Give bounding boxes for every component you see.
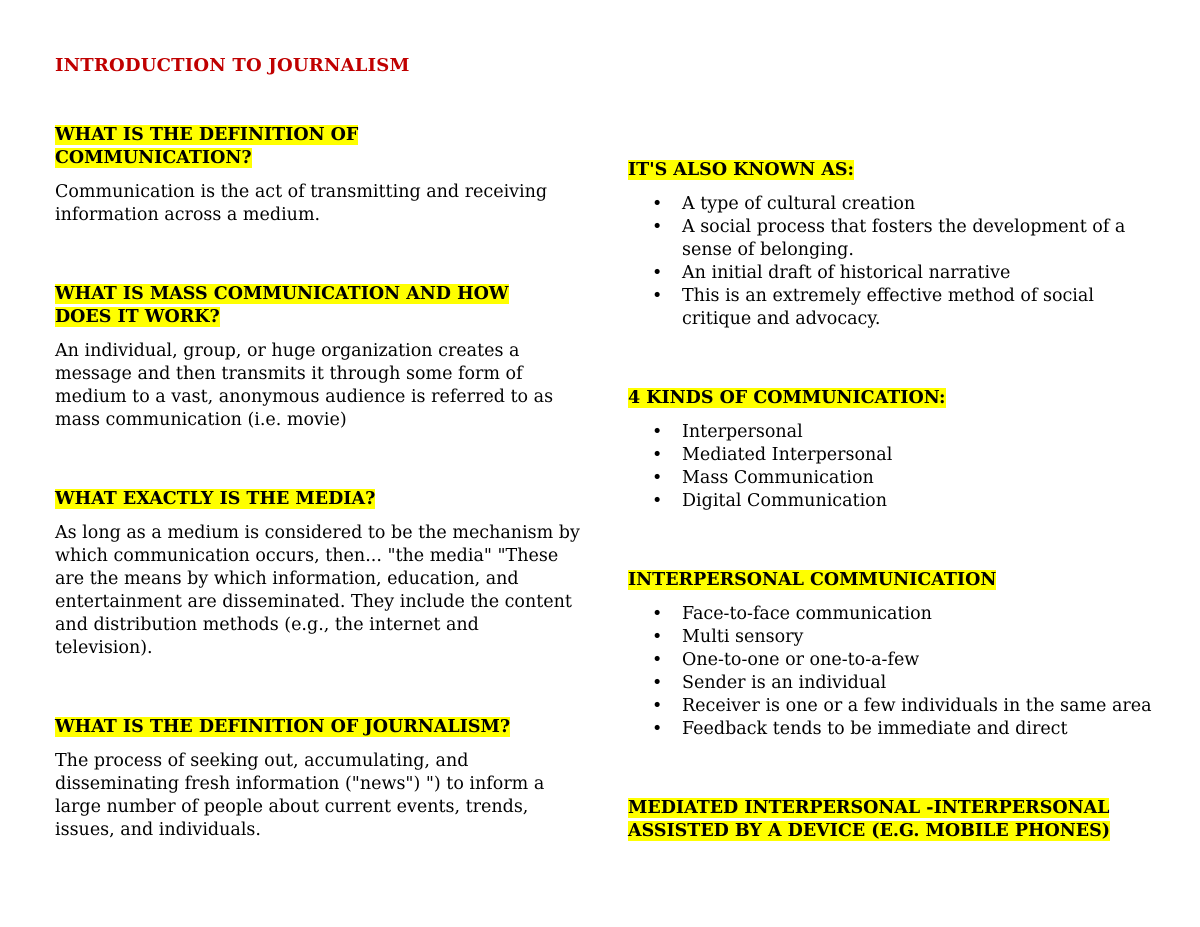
list-item-text: Mass Communication xyxy=(682,468,874,488)
list-item xyxy=(628,490,1153,513)
bullet-icon: • xyxy=(652,286,663,306)
list-item-text: Mediated Interpersonal xyxy=(682,445,893,465)
bullet-icon: • xyxy=(652,263,663,283)
bullet-icon: • xyxy=(652,719,663,739)
list-item xyxy=(628,216,1153,262)
section-also-known-as xyxy=(628,159,1153,331)
section-body: An individual, group, or huge organization creates a message and then transmits it through some form of medium to a vast, anonymous audience is referred to as mass communication (i.e. movie) xyxy=(55,341,554,430)
bullet-list xyxy=(628,603,1153,741)
heading-line: ASSISTED BY A DEVICE (E.G. MOBILE PHONES) xyxy=(628,821,1111,841)
list-item-text: A social process that fosters the development of a sense of belonging. xyxy=(682,217,1126,260)
list-item-text: Multi sensory xyxy=(682,627,804,647)
list-item xyxy=(628,626,1153,649)
document-title: INTRODUCTION TO JOURNALISM xyxy=(55,55,410,76)
heading-line: IT'S ALSO KNOWN AS: xyxy=(628,160,855,180)
heading-line: INTERPERSONAL COMMUNICATION xyxy=(628,570,997,590)
heading-line: WHAT IS MASS COMMUNICATION AND HOW xyxy=(55,284,509,304)
list-item-text: Interpersonal xyxy=(682,422,803,442)
bullet-icon: • xyxy=(652,194,663,214)
list-item xyxy=(628,421,1153,444)
list-item xyxy=(628,444,1153,467)
list-item-text: Receiver is one or a few individuals in the same area xyxy=(682,696,1152,716)
bullet-icon: • xyxy=(652,650,663,670)
section-mass-communication xyxy=(55,283,580,432)
heading-line: WHAT IS THE DEFINITION OF xyxy=(55,125,359,145)
section-heading xyxy=(628,159,1153,182)
section-interpersonal-communication xyxy=(628,569,1153,741)
list-item-text: Sender is an individual xyxy=(682,673,887,693)
section-heading xyxy=(628,387,1153,410)
bullet-icon: • xyxy=(652,673,663,693)
section-heading xyxy=(628,797,1153,843)
heading-line: WHAT IS THE DEFINITION OF JOURNALISM? xyxy=(55,717,511,737)
heading-line: DOES IT WORK? xyxy=(55,307,220,327)
bullet-icon: • xyxy=(652,627,663,647)
bullet-icon: • xyxy=(652,217,663,237)
section-body: As long as a medium is considered to be the mechanism by which communication occurs, then... "the media" "These are the means by which information, education, and entertainment are disseminated. They include the content and distribution methods (e.g., the internet and television). xyxy=(55,523,580,658)
list-item-text: Face-to-face communication xyxy=(682,604,932,624)
section-four-kinds-of-communication xyxy=(628,387,1153,513)
list-item xyxy=(628,718,1153,741)
section-heading xyxy=(55,124,580,170)
heading-line: MEDIATED INTERPERSONAL -INTERPERSONAL xyxy=(628,798,1110,818)
heading-line: COMMUNICATION? xyxy=(55,148,252,168)
list-item-text: Digital Communication xyxy=(682,491,887,511)
list-item-text: This is an extremely effective method of social critique and advocacy. xyxy=(682,286,1094,329)
list-item-text: One-to-one or one-to-a-few xyxy=(682,650,920,670)
section-heading xyxy=(55,716,580,739)
list-item xyxy=(628,285,1153,331)
list-item xyxy=(628,467,1153,490)
left-column xyxy=(55,124,580,842)
list-item xyxy=(628,695,1153,718)
list-item-text: Feedback tends to be immediate and direct xyxy=(682,719,1068,739)
list-item-text: A type of cultural creation xyxy=(682,194,916,214)
section-heading xyxy=(55,283,580,329)
bullet-icon: • xyxy=(652,422,663,442)
list-item xyxy=(628,193,1153,216)
bullet-icon: • xyxy=(652,696,663,716)
bullet-list xyxy=(628,421,1153,513)
section-heading xyxy=(55,488,580,511)
section-mediated-interpersonal xyxy=(628,797,1153,843)
section-definition-of-communication xyxy=(55,124,580,227)
section-body: Communication is the act of transmitting and receiving information across a medium. xyxy=(55,182,548,225)
list-item xyxy=(628,649,1153,672)
list-item xyxy=(628,262,1153,285)
section-body: The process of seeking out, accumulating, and disseminating fresh information ("news") ") to inform a large number of people about current events, trends, issues, and individuals. xyxy=(55,751,545,840)
bullet-list xyxy=(628,193,1153,331)
heading-line: 4 KINDS OF COMMUNICATION: xyxy=(628,388,946,408)
list-item xyxy=(628,603,1153,626)
bullet-icon: • xyxy=(652,468,663,488)
list-item xyxy=(628,672,1153,695)
section-heading xyxy=(628,569,1153,592)
section-definition-of-journalism xyxy=(55,716,580,842)
heading-line: WHAT EXACTLY IS THE MEDIA? xyxy=(55,489,376,509)
bullet-icon: • xyxy=(652,445,663,465)
section-the-media xyxy=(55,488,580,660)
bullet-icon: • xyxy=(652,604,663,624)
right-column xyxy=(628,159,1153,843)
list-item-text: An initial draft of historical narrative xyxy=(682,263,1011,283)
bullet-icon: • xyxy=(652,491,663,511)
